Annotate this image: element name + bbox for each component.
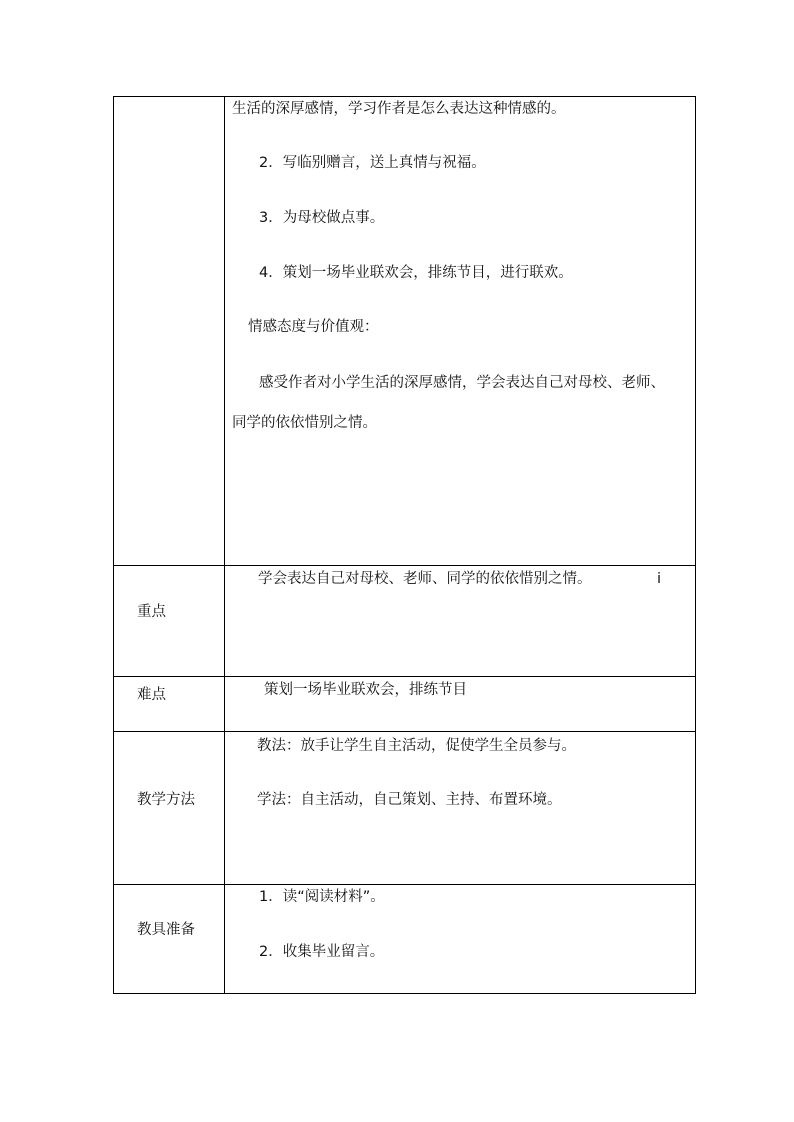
- row-divider-difficulty: [113, 731, 696, 732]
- objectives-item-2: 2．写临别赠言，送上真情与祝福。: [259, 155, 486, 171]
- materials-item-1: 1．读“阅读材料”。: [259, 889, 385, 905]
- attitude-line-1: 感受作者对小学生活的深厚感情，学会表达自己对母校、老师、: [259, 375, 665, 391]
- method-label: 教学方法: [137, 792, 195, 808]
- key-point-content: 学会表达自己对母校、老师、同学的依依惜别之情。: [258, 571, 592, 587]
- key-point-label: 重点: [137, 604, 166, 620]
- objectives-item-3: 3．为母校做点事。: [259, 210, 385, 226]
- learning-method: 学法：自主活动，自己策划、主持、布置环境。: [257, 792, 562, 808]
- row-divider-method: [113, 884, 696, 885]
- difficulty-label: 难点: [137, 687, 166, 703]
- row-divider-objectives: [113, 565, 696, 566]
- difficulty-content: 策划一场毕业联欢会，排练节目: [264, 682, 467, 698]
- attitude-line-2: 同学的依依惜别之情。: [232, 415, 377, 431]
- teaching-method: 教法：放手让学生自主活动，促使学生全员参与。: [257, 738, 576, 754]
- stray-mark: i: [657, 571, 662, 587]
- table-column-divider: [224, 96, 225, 994]
- materials-label: 教具准备: [137, 922, 195, 938]
- row-divider-key-point: [113, 676, 696, 677]
- lesson-plan-table: [113, 96, 696, 994]
- objectives-item-4: 4．策划一场毕业联欢会，排练节目，进行联欢。: [259, 265, 573, 281]
- objectives-intro-line: 生活的深厚感情，学习作者是怎么表达这种情感的。: [232, 101, 566, 117]
- attitude-heading: 情感态度与价值观：: [248, 319, 379, 335]
- materials-item-2: 2．收集毕业留言。: [259, 944, 385, 960]
